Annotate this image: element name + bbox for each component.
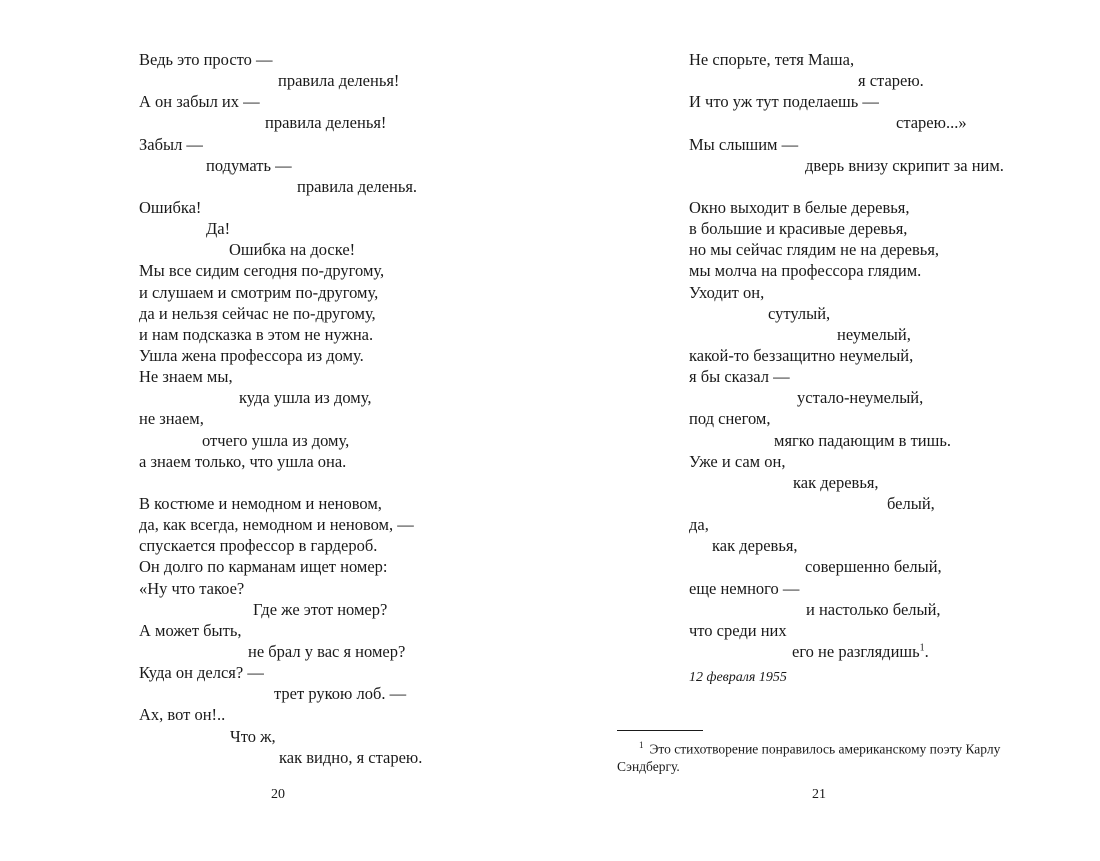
poem-line: я старею. [858, 71, 924, 91]
footnote-mark: 1 [639, 740, 644, 750]
poem-line: И что уж тут поделаешь — [689, 92, 879, 112]
footnote-reference[interactable]: 1 [919, 642, 925, 654]
poem-line: что среди них [689, 620, 787, 640]
poem-line-text: его не разглядишь [792, 641, 920, 661]
poem-line: Он долго по карманам ищет номер: [139, 557, 388, 577]
poem-date: 12 февраля 1955 [689, 670, 787, 685]
poem-line: Уходит он, [689, 282, 765, 302]
poem-line: Где же этот номер? [253, 599, 388, 619]
poem-line: Не спорьте, тетя Маша, [689, 50, 855, 69]
poem-line: спускается профессор в гардероб. [139, 536, 378, 556]
poem-line: Да! [206, 219, 231, 239]
poem-line: Ушла жена профессора из дому. [139, 345, 364, 365]
poem-line: да, как всегда, немодном и неновом, — [139, 515, 414, 535]
poem-line: а знаем только, что ушла она. [139, 451, 347, 471]
poem-line: правила деленья! [265, 113, 387, 133]
poem-line: в большие и красивые деревья, [689, 219, 908, 239]
poem-text-left [139, 49, 459, 768]
poem-line: Уже и сам он, [689, 451, 786, 471]
poem-line: Окно выходит в белые деревья, [689, 197, 910, 217]
poem-line: еще немного — [689, 578, 800, 598]
footnote-text: Это стихотворение понравилось американскому поэту Карлу Сэндбергу. [617, 741, 1001, 774]
poem-line: правила деленья. [297, 176, 418, 196]
poem-line: А он забыл их — [139, 92, 260, 112]
poem-line: не знаем, [139, 409, 204, 429]
footnote [617, 737, 1037, 775]
poem-line: и слушаем и смотрим по-другому, [139, 282, 379, 302]
poem-line: и настолько белый, [806, 599, 941, 619]
poem-text-right [689, 49, 1049, 662]
stanza-break [139, 472, 459, 493]
poem-line: Куда он делся? — [139, 663, 264, 683]
poem-line: сутулый, [768, 303, 831, 323]
poem-line: «Ну что такое? [139, 578, 245, 598]
poem-line: но мы сейчас глядим не на деревья, [689, 240, 940, 260]
poem-line: куда ушла из дому, [239, 388, 372, 408]
poem-line: Ведь это просто — [139, 50, 273, 69]
page-number-left: 20 [271, 787, 285, 802]
poem-line: А может быть, [139, 620, 242, 640]
line-end-punctuation: . [924, 641, 929, 661]
poem-line: мягко падающим в тишь. [774, 430, 951, 450]
stanza-break [689, 176, 1049, 197]
poem-line: Забыл — [139, 134, 203, 154]
poem-line: не брал у вас я номер? [248, 641, 406, 661]
poem-line: как деревья, [712, 536, 798, 556]
poem-line: да, [689, 515, 709, 535]
poem-line: я бы сказал — [689, 367, 790, 387]
poem-line: В костюме и немодном и неновом, [139, 493, 382, 513]
right-page [550, 0, 1100, 861]
poem-line: да и нельзя сейчас не по-другому, [139, 303, 376, 323]
poem-line: какой-то беззащитно неумелый, [689, 345, 914, 365]
poem-line: белый, [887, 493, 935, 513]
poem-line: устало-неумелый, [797, 388, 924, 408]
poem-line: Не знаем мы, [139, 367, 233, 387]
page-number-right: 21 [812, 787, 826, 802]
poem-line: мы молча на профессора глядим. [689, 261, 922, 281]
poem-line: Ах, вот он!.. [139, 705, 226, 725]
poem-line: правила деленья! [278, 71, 400, 91]
poem-line: старею...» [896, 113, 967, 133]
footnote-divider [617, 730, 703, 731]
poem-line [689, 641, 1049, 662]
poem-line: Мы слышим — [689, 134, 799, 154]
poem-line: как деревья, [793, 472, 879, 492]
poem-line: неумелый, [837, 324, 911, 344]
poem-line: Ошибка на доске! [229, 240, 356, 260]
poem-line: совершенно белый, [805, 557, 942, 577]
poem-line: и нам подсказка в этом не нужна. [139, 324, 374, 344]
poem-line: дверь внизу скрипит за ним. [805, 155, 1004, 175]
poem-line: Мы все сидим сегодня по-другому, [139, 261, 385, 281]
poem-line: подумать — [206, 155, 292, 175]
poem-line: Ошибка! [139, 197, 202, 217]
poem-line: Что ж, [230, 726, 276, 746]
poem-line: трет рукою лоб. — [274, 684, 407, 704]
poem-line: под снегом, [689, 409, 771, 429]
poem-line: отчего ушла из дому, [202, 430, 350, 450]
poem-line: как видно, я старею. [279, 747, 423, 767]
